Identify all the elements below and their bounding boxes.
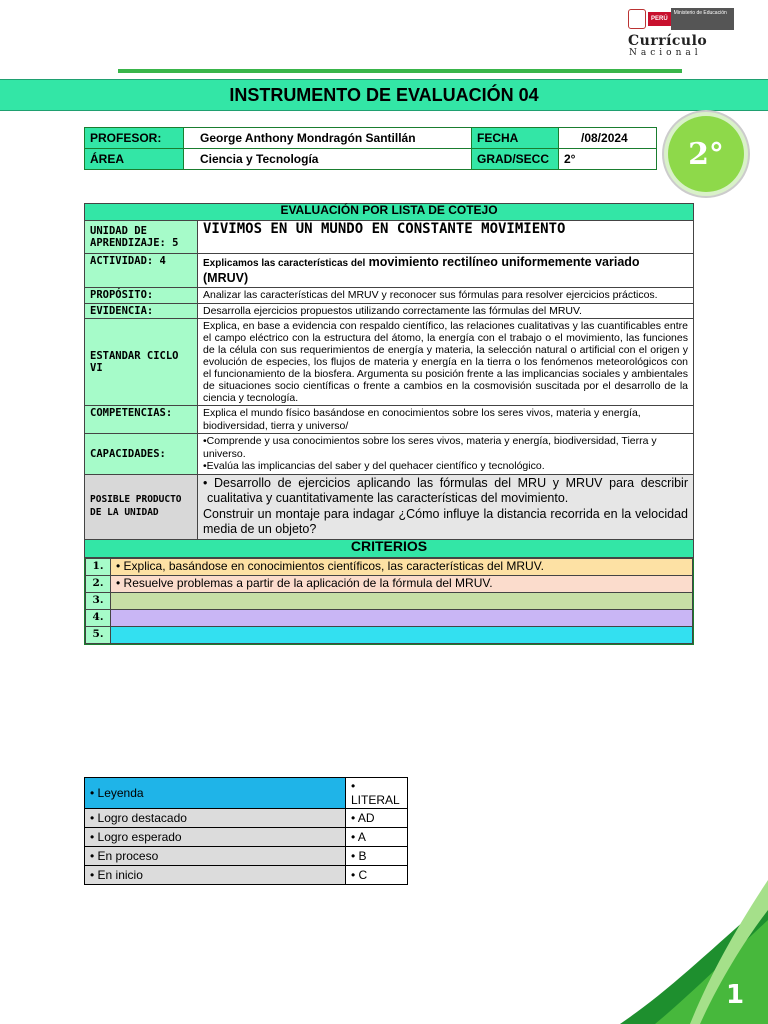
- grade-badge-text: 2°: [688, 136, 724, 172]
- competencias-label: COMPETENCIAS:: [85, 406, 198, 434]
- fecha-label: FECHA: [472, 128, 559, 149]
- criterio-row: [86, 592, 693, 609]
- legend-left: • Logro esperado: [85, 828, 346, 847]
- legend-right: • B: [346, 847, 408, 866]
- proposito-value: Analizar las características del MRUV y reconocer sus fórmulas para resolver ejercicios prácticos.: [198, 288, 694, 304]
- legend-left: • En inicio: [85, 866, 346, 885]
- legend-right: • A: [346, 828, 408, 847]
- criterio-number: 4.: [86, 609, 111, 626]
- legend-left: • Leyenda: [85, 778, 346, 809]
- page-number: 1: [726, 980, 745, 1010]
- capacidad-2: •Evalúa las implicancias del saber y del quehacer científico y tecnológico.: [203, 460, 545, 472]
- legend-row: [85, 866, 408, 885]
- producto-2: Construir un montaje para indagar ¿Cómo influye la distancia recorrida en la velocidad media de un objeto?: [203, 506, 688, 536]
- header-table: [84, 127, 657, 170]
- evidencia-label: EVIDENCIA:: [85, 303, 198, 319]
- actividad-text-a: Explicamos las características del: [203, 258, 366, 269]
- legend-table: [84, 777, 408, 885]
- estandar-label: ESTANDAR CICLO VI: [85, 319, 198, 406]
- evidencia-value: Desarrolla ejercicios propuestos utilizando correctamente las fórmulas del MRUV.: [198, 303, 694, 319]
- criterio-row: [86, 575, 693, 592]
- producto-1-text: Desarrollo de ejercicios aplicando las fórmulas del MRU y MRUV para describir cualitativa y cuantitativamente las características del movimiento.: [207, 475, 688, 505]
- grad-label: GRAD/SECC: [472, 149, 559, 170]
- criterio-number: 2.: [86, 575, 111, 592]
- legend-row: [85, 778, 408, 809]
- title-top-line: [118, 69, 682, 73]
- criterio-text: [111, 592, 693, 609]
- logo-line-2: Nacional: [629, 48, 702, 58]
- unidad-value: VIVIMOS EN UN MUNDO EN CONSTANTE MOVIMIENTO: [198, 221, 694, 254]
- profesor-value: George Anthony Mondragón Santillán: [184, 128, 472, 149]
- capacidades-label: CAPACIDADES:: [85, 434, 198, 475]
- logo-ministry-label: Ministerio de Educación: [671, 8, 734, 30]
- criterio-row: [86, 626, 693, 643]
- evaluation-table: [84, 203, 694, 645]
- profesor-label: PROFESOR:: [85, 128, 184, 149]
- curriculo-nacional-logo: [628, 8, 738, 64]
- grad-value: 2°: [559, 149, 657, 170]
- logo-line-1: Currículo: [628, 33, 708, 49]
- criterio-text: [111, 609, 693, 626]
- criterios-table: [85, 558, 693, 644]
- criterio-row: [86, 609, 693, 626]
- actividad-value: [198, 254, 694, 288]
- fecha-value: /08/2024: [559, 128, 657, 149]
- actividad-label: ACTIVIDAD: 4: [85, 254, 198, 288]
- legend-right: • LITERAL: [346, 778, 408, 809]
- criterio-text: • Resuelve problemas a partir de la aplicación de la fórmula del MRUV.: [111, 575, 693, 592]
- legend-left: • Logro destacado: [85, 809, 346, 828]
- criterios-heading: CRITERIOS: [85, 539, 694, 557]
- capacidades-value: [198, 434, 694, 475]
- legend-right: • C: [346, 866, 408, 885]
- criterio-text: [111, 626, 693, 643]
- estandar-value: Explica, en base a evidencia con respaldo científico, las relaciones cualitativas y las cuantificables entre el campo eléctrico con la estructura del átomo, la energía con el trabajo o el movimiento, las funciones de la célula con sus requerimientos de energía y materia, la selección natural o artificial con el origen y evolución de especies, los flujos de materia y energía en la tierra o los fenómenos meteorológicos con el funcionamiento de la biosfera. Argumenta su posición frente a las implicancias sociales y ambientales de situaciones socio científicas o frente a cambios en la cosmovisión suscitada por el desarrollo de la ciencia y tecnología.: [198, 319, 694, 406]
- unidad-label: UNIDAD DE APRENDIZAJE: 5: [85, 221, 198, 254]
- grade-badge: [668, 116, 744, 192]
- criterio-text: • Explica, basándose en conocimientos científicos, las características del MRUV.: [111, 558, 693, 575]
- producto-label: POSIBLE PRODUCTO DE LA UNIDAD: [85, 474, 198, 539]
- producto-1: • Desarrollo de ejercicios aplicando las fórmulas del MRU y MRUV para describir cualitativa y cuantitativamente las características del movimiento.: [203, 475, 688, 505]
- actividad-text-b: movimiento rectilíneo uniformemente variado (MRUV): [203, 255, 640, 285]
- criterio-row: [86, 558, 693, 575]
- criterios-container: [85, 557, 694, 644]
- area-label: ÁREA: [85, 149, 184, 170]
- criterio-number: 1.: [86, 558, 111, 575]
- criterio-number: 5.: [86, 626, 111, 643]
- document-title: INSTRUMENTO DE EVALUACIÓN 04: [0, 79, 768, 111]
- peru-shield-icon: [628, 9, 646, 29]
- legend-row: [85, 828, 408, 847]
- legend-row: [85, 809, 408, 828]
- legend-left: • En proceso: [85, 847, 346, 866]
- proposito-label: PROPÓSITO:: [85, 288, 198, 304]
- competencias-value: Explica el mundo físico basándose en conocimientos sobre los seres vivos, materia y energía, biodiversidad, tierra y universo/: [198, 406, 694, 434]
- evaluation-heading: EVALUACIÓN POR LISTA DE COTEJO: [85, 204, 694, 221]
- capacidad-1: •Comprende y usa conocimientos sobre los seres vivos, materia y energía, biodiversidad, Tierra y universo.: [203, 435, 657, 460]
- legend-right: • AD: [346, 809, 408, 828]
- legend-row: [85, 847, 408, 866]
- producto-value: [198, 474, 694, 539]
- logo-peru-label: PERÚ: [648, 12, 671, 26]
- criterio-number: 3.: [86, 592, 111, 609]
- area-value: Ciencia y Tecnología: [184, 149, 472, 170]
